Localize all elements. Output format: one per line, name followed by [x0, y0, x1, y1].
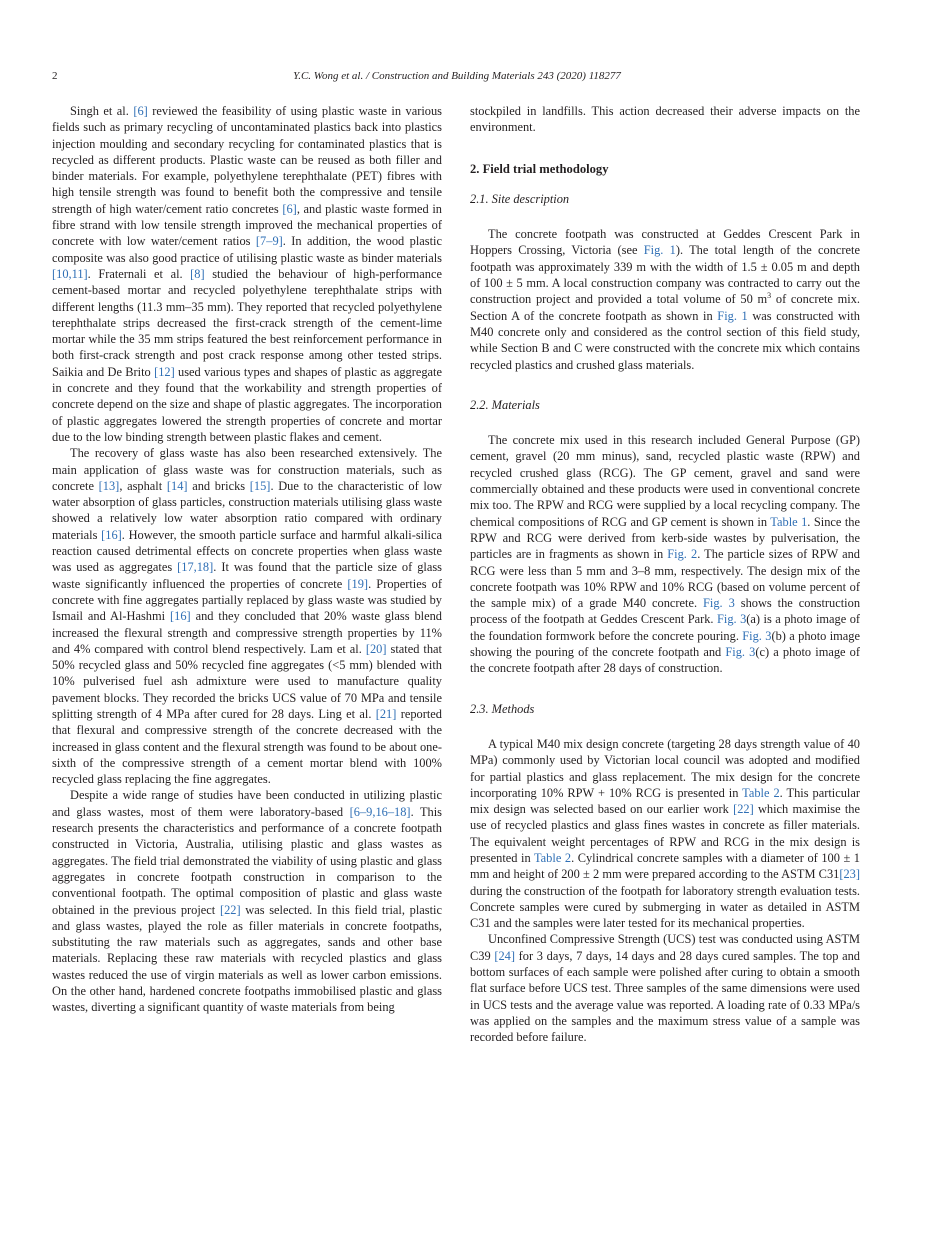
- citation-link[interactable]: [6]: [282, 201, 297, 216]
- table-link[interactable]: Table 2: [742, 785, 780, 800]
- citation-link[interactable]: [10,11]: [52, 266, 88, 281]
- citation-link[interactable]: [6]: [133, 104, 148, 118]
- citation-link[interactable]: [7–9]: [255, 234, 283, 249]
- table-link[interactable]: Table 2: [533, 850, 572, 865]
- citation-link[interactable]: [24]: [494, 948, 515, 963]
- table-link[interactable]: Table 1: [770, 514, 808, 529]
- figure-link[interactable]: Fig. 2: [667, 547, 698, 562]
- citation-link[interactable]: [22]: [219, 902, 241, 917]
- subsection-heading-methods: 2.3. Methods: [470, 701, 535, 716]
- paragraph-methods-mix: A typical M40 mix design concrete (targeting 28 days strength value of 40 MPa) commonly used by Victorian local council was adopted and modified for partial plastics and glass replacement. The mix design for the concrete incorporating 10% RPW + 10% RCG is presented in Table 2. This particular mix design was selected based on our earlier work [22] which maximise the use of recycled plastics and glass fines wastes in concrete as filler materials. The equivalent weight percentages of RPW and RCG in the mix design is presented in Table 2. Cylindrical concrete samples with a diameter of 100 ± 1 mm and height of 200 ± 2 mm were prepared according to the ASTM C31[23] during the construction of the footpath for laboratory strength evaluation tests. Concrete samples were cured by submerging in water as detailed in ASTM C31 and the samples were later tested for its mechanical properties.: [470, 736, 860, 931]
- figure-link[interactable]: Fig. 1: [643, 243, 676, 258]
- paragraph-continuation: stockpiled in landfills. This action decreased their adverse impacts on the environment.: [470, 104, 860, 135]
- figure-link[interactable]: Fig. 3: [716, 612, 747, 627]
- citation-link[interactable]: [14]: [166, 478, 188, 493]
- citation-link[interactable]: [16]: [101, 527, 122, 542]
- paragraph-materials: The concrete mix used in this research included General Purpose (GP) cement, gravel (20 mm minus), sand, recycled plastic waste (RPW) and recycled crushed glass (RCG). The GP cement, gravel and sand were commercially obtained and these products were used in conventional concrete mix too. The RPW and RCG were supplied by a local recycling company. The chemical compositions of RCG and GP cement is shown in Table 1. Since the RPW and RCG were derived from kerb-side wastes by pulverisation, the particles are in fragments as shown in Fig. 2. The particle sizes of RPW and RCG were less than 5 mm and 3–8 mm, respectively. The design mix of the concrete footpath was 10% RPW and 10% RCG (based on volume percent of the sample mix) of a grade M40 concrete. Fig. 3 shows the construction process of the footpath at Geddes Crescent Park. Fig. 3(a) is a photo image of the foundation formwork before the concrete pouring. Fig. 3(b) a photo image showing the pouring of the concrete footpath and Fig. 3(c) a photo image of the concrete footpath after 28 days of construction.: [470, 433, 861, 676]
- running-title: Y.C. Wong et al. / Construction and Building Materials 243 (2020) 118277: [293, 70, 621, 82]
- citation-link[interactable]: [8]: [190, 266, 205, 281]
- citation-link[interactable]: [19]: [347, 576, 369, 591]
- subsection-heading-materials: 2.2. Materials: [470, 397, 540, 412]
- citation-link[interactable]: [15]: [249, 478, 271, 493]
- citation-link[interactable]: [17,18]: [177, 560, 214, 575]
- citation-link[interactable]: [16]: [170, 609, 191, 624]
- page-header: [52, 70, 862, 88]
- citation-link[interactable]: [13]: [98, 478, 120, 493]
- right-column: [470, 103, 860, 1046]
- citation-link[interactable]: [22]: [733, 802, 754, 817]
- paragraph-research-overview: Despite a wide range of studies have been conducted in utilizing plastic and glass wastes, most of them were laboratory-based [6–9,16–18]. This research presents the characteristics and performance of a concrete footpath constructed in Victoria, Australia, utilising plastic and glass wastes as aggregates. The field trial demonstrated the viability of using plastic and glass aggregates in concrete footpath construction in comparison to the conventional footpath. The optimal composition of plastic and glass waste obtained in the previous project [22] was selected. In this field trial, plastic and glass wastes, played the role as filler materials in concrete footpaths, substituting the raw materials such as aggregates, sands and other base materials. Replacing these raw materials with recycled plastics and glass wastes reduced the use of virgin materials as well as lower carbon emissions. On the other hand, hardened concrete footpaths immobilised plastic and glass wastes, diverting a significant quantity of waste materials from being: [52, 788, 443, 1015]
- page-number: 2: [52, 70, 58, 82]
- left-column: [52, 103, 442, 1016]
- citation-link[interactable]: [23]: [839, 867, 860, 882]
- paragraph-site-description: The concrete footpath was constructed at Geddes Crescent Park in Hoppers Crossing, Victoria (see Fig. 1). The total length of the concrete footpath was approximately 339 m with the width of 1.5 ± 0.05 m and depth of 100 ± 5 mm. A local construction company was contracted to carry out the construction project and provided a total volume of 50 $m^3$ of concrete mix. Section A of the concrete footpath as shown in Fig. 1 was constructed with M40 concrete only and considered as the control section of this field study, while Section B and C were constructed with the concrete mix which contains recycled plastics and crushed glass materials.: [470, 227, 861, 372]
- figure-link[interactable]: Fig. 1: [717, 308, 748, 323]
- citation-link[interactable]: [20]: [365, 641, 387, 656]
- paragraph-glass-waste: The recovery of glass waste has also been researched extensively. The main application of glass waste was for construction materials, such as concrete [13], asphalt [14] and bricks [15]. Due to the characteristic of low water absorption of glass particles, construction materials utilising glass waste showed a relatively low water absorption ratio compared with ordinary materials [16]. However, the smooth particle surface and harmful alkali-silica reaction caused detrimental effects on concrete properties when glass waste was used as aggregates [17,18]. It was found that the particle size of glass waste significantly influenced the properties of concrete [19]. Properties of concrete with fine aggregates partially replaced by glass waste was studied by Ismail and Al-Hashmi [16] and they concluded that 20% waste glass blend increased the flexural strength and compressive strength properties by 11% and 4% compared with control blend respectively. Lam et al. [20] stated that 50% recycled glass and 50% recycled fine aggregates (<5 mm) blended with 10% pulverised fuel ash admixture were used to manufacture quality pavement blocks. They recorded the bricks UCS value of 70 MPa and tensile splitting strength of 4 MPa after cured for 28 days. Ling et al. [21] reported that flexural and compressive strength of the concrete decreased with the increased in glass content and the flexural strength was found to be about one-sixth of the compressive strength of a cement mortar blend with 100% recycled glass replacing the fine aggregates.: [52, 446, 443, 787]
- section-heading-field-trial: 2. Field trial methodology: [470, 161, 609, 176]
- paragraph-plastic-waste: Singh et al. [6] reviewed the feasibility of using plastic waste in various fields such as primary recycling of uncontaminated plastics back into plastics injection moulding and secondary recycling for contaminated plastics that is recycled as different products. Plastic waste can be reused as both filler and binder materials. For example, polyethylene terephthalate (PET) fibres with high tensile strength was found to benefit both the compressive and tensile strength of high water/cement ratio concretes [6], and plastic waste formed in fibre strand with low tensile strength improved the mechanical properties of concrete with low water/cement ratios [7–9]. In addition, the wood plastic composite was also good practice of utilising plastic waste as binder materials [10,11]. Fraternali et al. [8] studied the behaviour of high-performance cement-based mortar and recycled polyethylene terephthalate strips with different lengths (11.3 mm–35 mm). They reported that recycled polyethylene terephthalate strips decreased the first-crack strength of the cement-lime mortar while the 35 mm strips featured the best reinforcement performance in both first-crack strength and post crack response among other tested strips. Saikia and De Brito [12] used various types and shapes of plastic as aggregate in concrete and they found that the workability and strength properties of concrete depend on the size and shape of plastic aggregates. The incorporation of plastic aggregates lowered the strength properties of concrete and mortar due to the low binding strength between plastic flakes and cement.: [52, 104, 442, 444]
- figure-link[interactable]: Fig. 3: [703, 596, 735, 611]
- figure-link[interactable]: Fig. 3: [725, 645, 756, 660]
- figure-link[interactable]: Fig. 3: [742, 628, 772, 643]
- citation-link[interactable]: [12]: [154, 364, 175, 379]
- subsection-heading-site: 2.1. Site description: [470, 191, 570, 206]
- citation-link[interactable]: [21]: [375, 706, 397, 721]
- paragraph-methods-ucs: Unconfined Compressive Strength (UCS) test was conducted using ASTM C39 [24] for 3 days, 7 days, 14 days and 28 days cured samples. The top and bottom surfaces of each sample were polished after curing to obtain a smooth flat surface before UCS test. Three samples of the same dimensions were used in UCS tests and the average value was reported. A loading rate of 0.33 MPa/s was applied on the samples and the maximum stress value of a sample was recorded before failure.: [470, 932, 860, 1045]
- citation-link[interactable]: [6–9,16–18]: [349, 804, 411, 819]
